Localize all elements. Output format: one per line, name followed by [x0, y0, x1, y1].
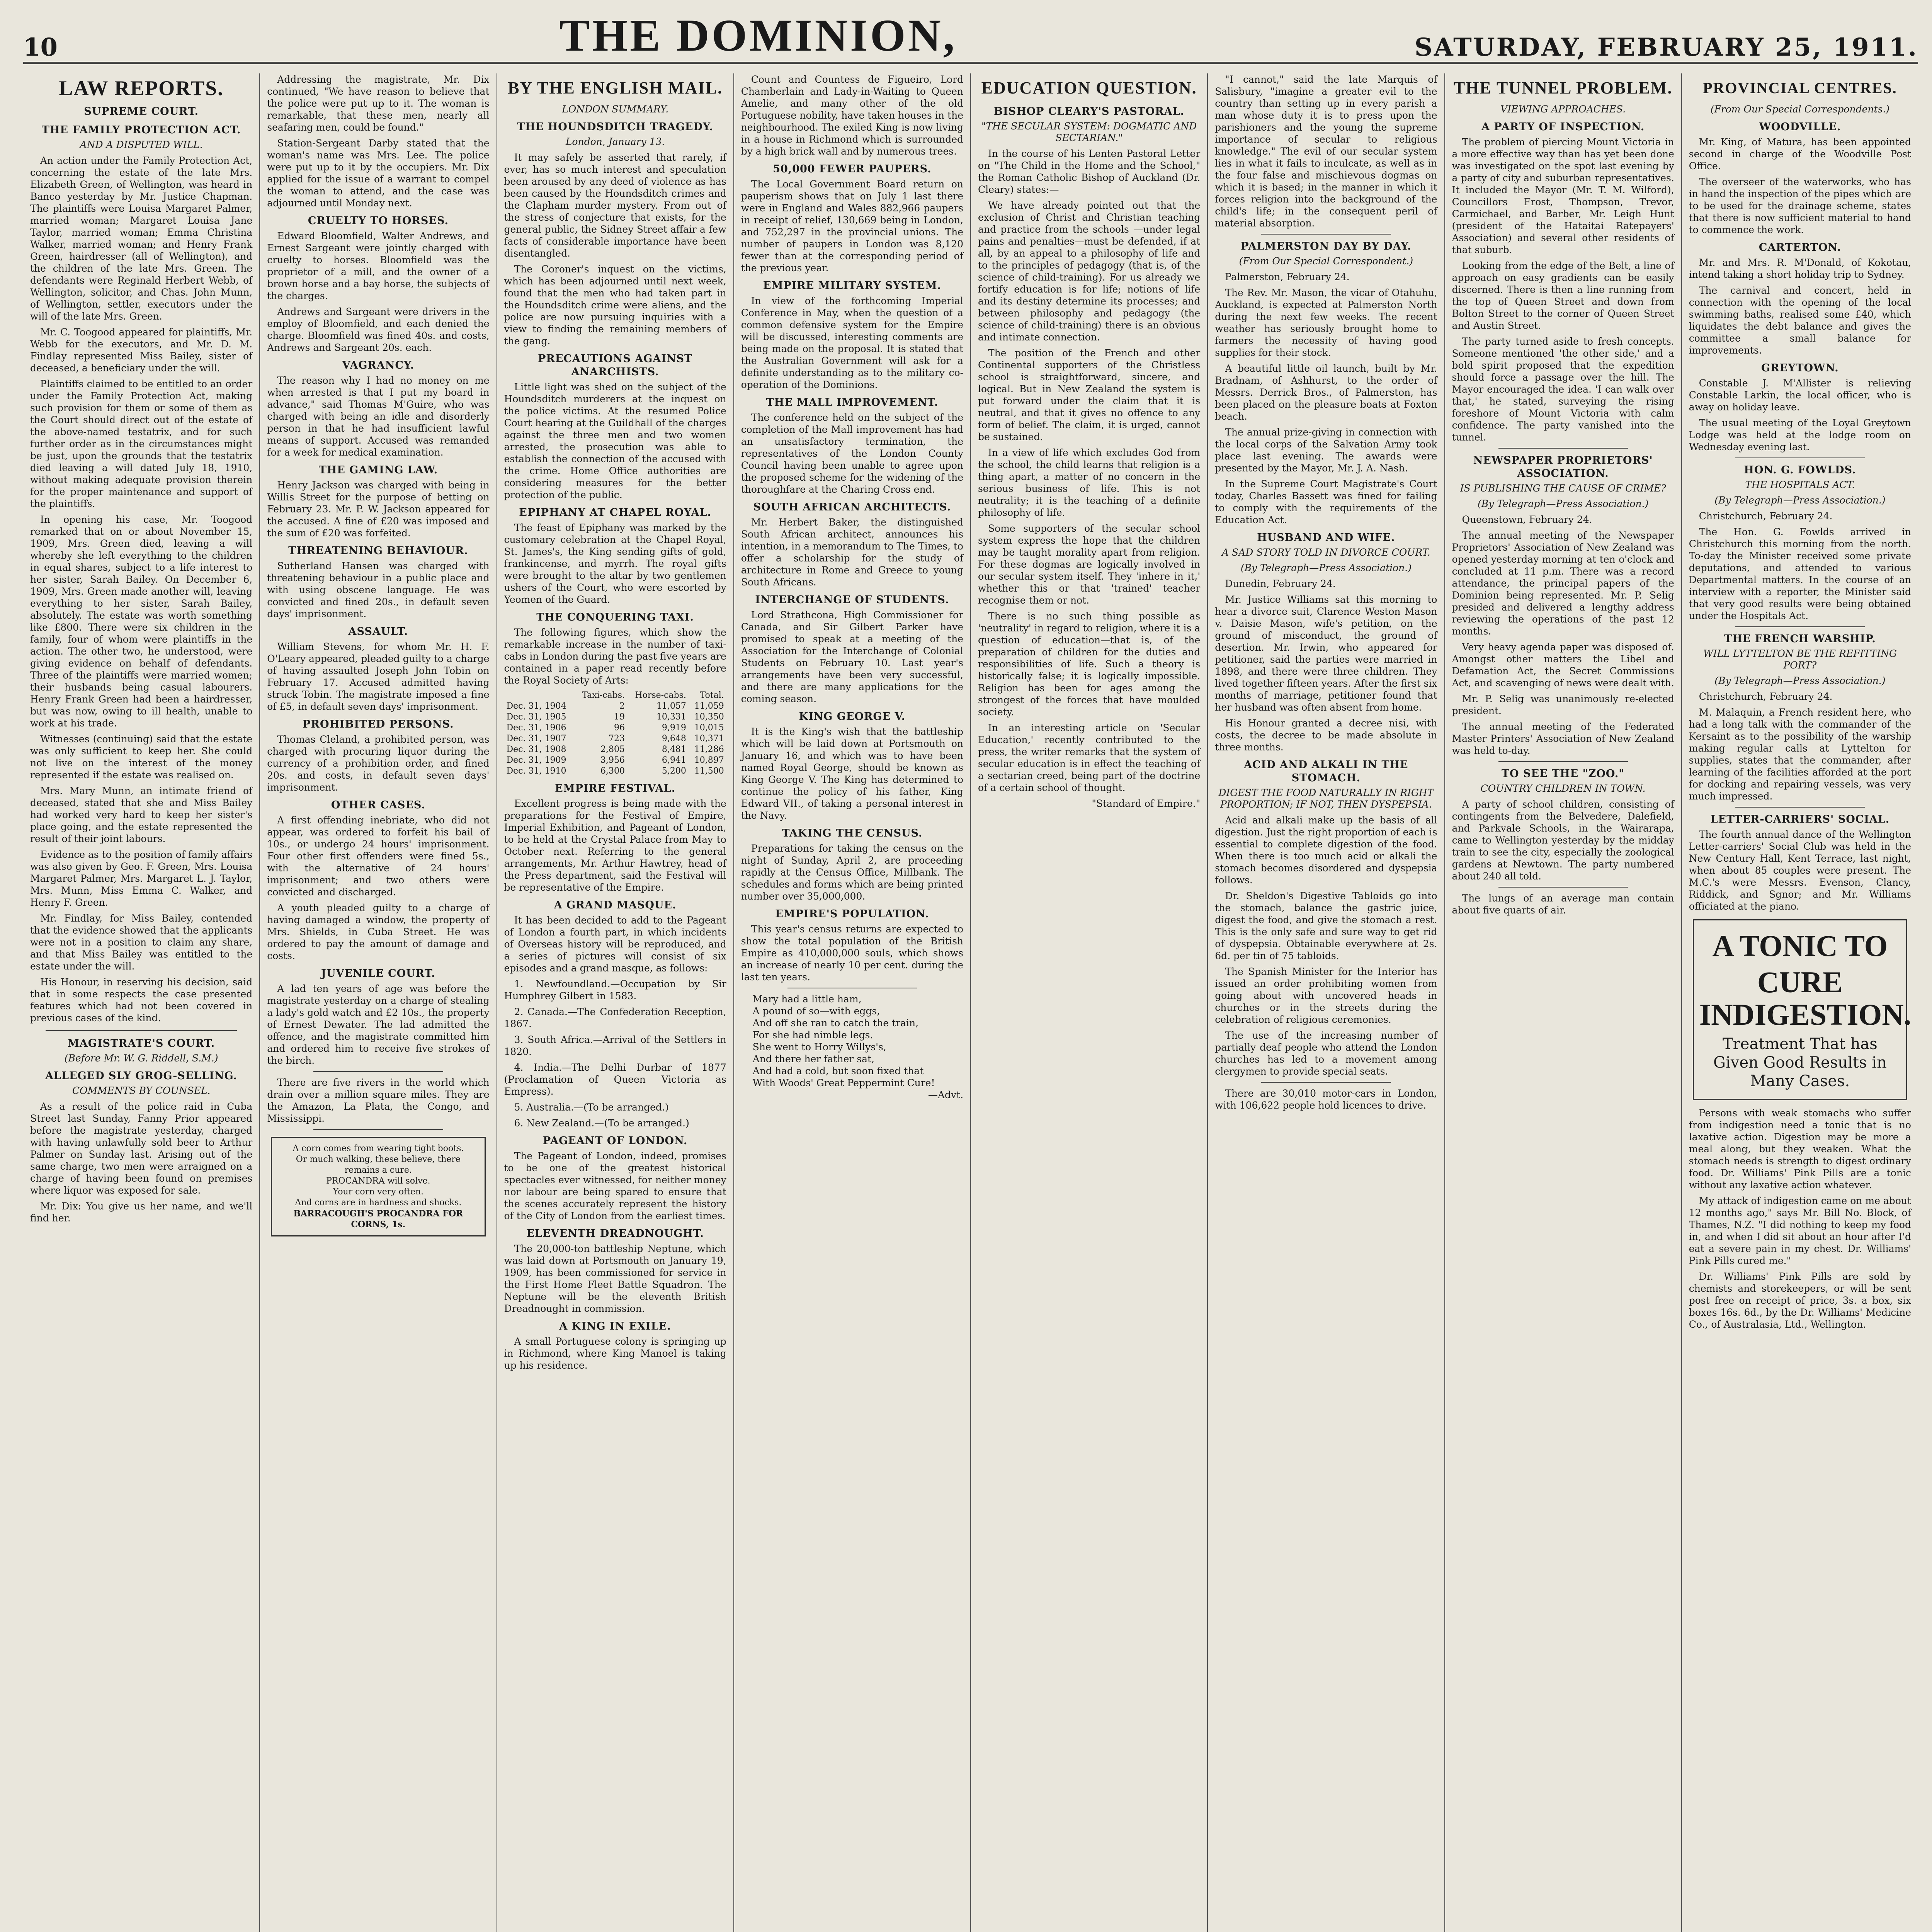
article-paragraph: The party turned aside to fresh concepts. Someone mentioned 'the other side,' and a bold spirit proposed that the expedition should force a passage over the hill. The Mayor encouraged the idea. 'I can walk over that,' he stated, surveying the rising foreshore of Mount Victoria with calm confidence. The party vanished into the tunnel. [1452, 336, 1674, 443]
husband-wife-heading: HUSBAND AND WIFE. [1257, 532, 1395, 544]
education-heading: EDUCATION QUESTION. [981, 78, 1197, 97]
law-reports-heading: LAW REPORTS. [59, 77, 224, 100]
table-cell: 19 [614, 712, 625, 722]
sly-grog-heading: ALLEGED SLY GROG-SELLING. [45, 1070, 238, 1082]
table-cell: 10,350 [694, 712, 724, 722]
population-heading: EMPIRE'S POPULATION. [775, 908, 929, 920]
article-paragraph: The conference held on the subject of the completion of the Mall improvement has had an unsatisfactory termination, the representatives of the London County Council having been unable to agree upon the proposed scheme for the widening of the thoroughfare at the Charing Cross end. [741, 412, 963, 495]
article-paragraph: The Hon. G. Fowlds arrived in Christchurch this morning from the north. To-day the Minister received some private deputations, and attended to various Departmental matters. In the course of an interview with a reporter, the Minister said that very good results were being obtained under the Hospitals Act. [1689, 526, 1911, 621]
juvenile-court-heading: JUVENILE COURT. [321, 968, 435, 980]
verse-line: She went to Horry Willys's, [752, 1041, 886, 1053]
article-paragraph: The problem of piercing Mount Victoria in a more effective way than has yet been done was investigated on the spot last evening by a party of city and suburban representatives. It included the Mayor (Mr. T. M. Wilford), Councillors Frost, Thompson, Trevor, Carmichael, and Barber, Mr. Leigh Hunt (president of the Hataitai Ratepayers' Association) and several other residents of that suburb. [1452, 136, 1674, 255]
press-credit: (By Telegraph—Press Association.) [1478, 498, 1649, 509]
table-cell: Dec. 31, 1910 [506, 766, 566, 776]
article-paragraph: Mr. Findlay, for Miss Bailey, contended that the evidence showed that the applicants were not in a position to claim any share, and that Miss Bailey was entitled to the estate under the will. [30, 913, 253, 972]
divider [1261, 1082, 1391, 1083]
article-paragraph: The Local Government Board return on pauperism shows that on July 1 last there were in England and Wales 882,966 paupers in receipt of relief, 130,669 being in London, and 752,297 in the provincial unions. The number of paupers in London was 8,120 fewer than at the corresponding period of the previous year. [741, 179, 963, 274]
table-cell: 5,200 [662, 766, 686, 776]
threatening-heading: THREATENING BEHAVIOUR. [288, 545, 468, 557]
article-paragraph: The Spanish Minister for the Interior has issued an order prohibiting women from going about with uncovered heads in churches or in the streets during the celebration of religious ceremonies. [1215, 966, 1437, 1025]
article-paragraph: 5. Australia.—(To be arranged.) [514, 1102, 669, 1113]
article-paragraph: The Pageant of London, indeed, promises to be one of the greatest historical spectacles ever witnessed, for neither money nor labour are being spared to ensure that the scenes accurately represent the history of the City of London from the earliest times. [504, 1150, 726, 1221]
indigestion-advert [1693, 919, 1912, 1100]
column-3 [497, 73, 734, 1932]
article-paragraph: His Honour, in reserving his decision, said that in some respects the case presented features which had not been covered in previous cases of the kind. [30, 976, 253, 1024]
procandra-advert [271, 1137, 485, 1236]
issue-date: SATURDAY, FEBRUARY 25, 1911. [1414, 33, 1918, 62]
article-paragraph: The usual meeting of the Loyal Greytown Lodge was held at the lodge room on Wednesday evening last. [1689, 417, 1911, 452]
table-cell: 6,941 [662, 755, 686, 765]
table-header: Total. [700, 690, 724, 700]
correspondent-credit: (From Our Special Correspondents.) [1710, 104, 1890, 115]
article-paragraph: A beautiful little oil launch, built by Mr. Bradnam, of Ashhurst, to the order of Messrs. Derrick Bros., of Palmerston, has been placed on the pleasure boats at Foxton beach. [1215, 363, 1437, 422]
advert-title: A TONIC TO [1712, 929, 1888, 963]
french-warship-heading: THE FRENCH WARSHIP. [1724, 633, 1876, 645]
fowlds-heading: HON. G. FOWLDS. [1744, 464, 1856, 476]
acid-alkali-heading: ACID AND ALKALI IN THE STOMACH. [1244, 759, 1408, 784]
table-cell: 723 [609, 734, 625, 743]
magistrate-subheading: (Before Mr. W. G. Riddell, S.M.) [64, 1053, 218, 1064]
article-paragraph: Mr. Herbert Baker, the distinguished South African architect, announces his intention, in a memorandum to The Times, to offer a scholarship for the study of architecture in Rome and Greece to young South Africans. [741, 517, 963, 588]
mall-improvement-heading: THE MALL IMPROVEMENT. [766, 396, 939, 408]
greytown-heading: GREYTOWN. [1761, 362, 1839, 374]
article-paragraph: There is no such thing possible as 'neutrality' in regard to religion, where it is a question of education—that is, of the preparation of children for the duties and responsibilities of life. Such a theory is historically false; it is logically impossible. Religion has been for ages among the strongest of the forces that have moulded society. [978, 611, 1201, 718]
article-paragraph: Acid and alkali make up the basis of all digestion. Just the right proportion of each is essential to complete digestion of the food. When there is too much acid or alkali the stomach becomes disordered and dyspepsia follows. [1215, 815, 1437, 886]
paper-name: THE DOMINION, [559, 10, 957, 61]
article-paragraph: Constable J. M'Allister is relieving Constable Larkin, the local officer, who is away on holiday leave. [1689, 378, 1911, 413]
vagrancy-heading: VAGRANCY. [342, 359, 415, 371]
article-paragraph: The lungs of an average man contain about five quarts of air. [1452, 893, 1674, 916]
article-paragraph: Edward Bloomfield, Walter Andrews, and Ernest Sargeant were jointly charged with cruelty to horses. Bloomfield was the proprietor of a mill, and the owner of a brown horse and a bay horse, the subjects of the charges. [267, 230, 490, 301]
column-5 [971, 73, 1208, 1932]
table-cell: 11,059 [694, 701, 724, 711]
article-paragraph: Excellent progress is being made with the preparations for the Festival of Empire, Imperial Exhibition, and Pageant of London, to be held at the Crystal Palace from May to October next. Referring to the general arrangements, Mr. Arthur Hawtrey, head of the Press department, said the Festival will be representative of the Empire. [504, 798, 726, 893]
article-paragraph: Palmerston, February 24. [1225, 271, 1350, 282]
table-row [504, 723, 726, 733]
secular-system-subheading: "THE SECULAR SYSTEM: DOGMATIC AND SECTARIAN." [981, 121, 1197, 143]
table-header: Taxi-cabs. [582, 690, 625, 700]
masthead [23, 12, 1918, 64]
verse-line: For she had nimble legs. [752, 1029, 873, 1041]
king-george-heading: KING GEORGE V. [799, 711, 906, 723]
verse-line: And off she ran to catch the train, [752, 1017, 919, 1029]
divider [46, 1030, 237, 1031]
table-row [504, 733, 726, 744]
article-paragraph: The annual meeting of the Federated Master Printers' Association of New Zealand was held to-day. [1452, 721, 1674, 756]
article-paragraph: Looking from the edge of the Belt, a line of approach on easy gradients can be easily discerned. There is then a line running from the top of Queen Street and down from Bolton Street to the corner of Queen Street and Austin Street. [1452, 260, 1674, 331]
column-1 [23, 73, 260, 1932]
article-paragraph: Mr. Justice Williams sat this morning to hear a divorce suit, Clarence Weston Mason v. Daisie Mason, wife's petition, on the ground of misconduct, the ground of desertion. Mr. Irwin, who appeared for petitioner, said the parties were married in 1898, and there were three children. They lived together fifteen years. After the first six months of marriage, petitioner found that her husband was often absent from home. [1215, 594, 1437, 713]
article-paragraph: It may safely be asserted that rarely, if ever, has so much interest and speculation been aroused by any deed of violence as has been caused by the Houndsditch crimes and the Clapham murder mystery. From out of the stress of conjecture that exists, for the general public, the Sidney Street affair a few facts of considerable importance have been disentangled. [504, 152, 726, 259]
page-columns [23, 73, 1918, 1932]
divider [1735, 626, 1865, 627]
article-paragraph: My attack of indigestion came on me about 12 months ago," says Mr. Bill No. Block, of Thames, N.Z. "I did nothing to keep my food in, and when I did sit about an hour after I'd eat a severe pain in my chest. Dr. Williams' Pink Pills cured me." [1689, 1195, 1911, 1266]
article-paragraph: Mr. C. Toogood appeared for plaintiffs, Mr. Webb for the executors, and Mr. D. M. Findlay represented Miss Bailey, sister of deceased, a beneficiary under the will. [30, 327, 253, 374]
article-paragraph: The use of the increasing number of partially deaf people who attend the London churches has led to a movement among clergymen to provide special seats. [1215, 1030, 1437, 1077]
press-credit: (By Telegraph—Press Association.) [1714, 495, 1886, 506]
table-row [504, 744, 726, 755]
article-paragraph: "I cannot," said the late Marquis of Salisbury, "imagine a greater evil to the country than setting up in every parish a man whose duty it is to press upon the parishioners and the young the supreme importance of secular to religious knowledge." The evil of our secular system lies in what it fails to inculcate, as well as in the four false and mischievous dogmas on which it is based; in the manner in which it forces religion into the background of the child's life; in the consequent peril of material absorption. [1215, 74, 1437, 229]
article-paragraph: The Rev. Mr. Mason, the vicar of Otahuhu, Auckland, is expected at Palmerston North during the next few weeks. The recent weather has seriously brought home to farmers the necessity of having good supplies for their stock. [1215, 287, 1437, 358]
article-paragraph: In opening his case, Mr. Toogood remarked that on or about November 15, 1909, Mrs. Green died, leaving a will whereby she left everything to the children in equal shares, subject to a life interest to her sister, Sarah Bailey. On December 6, 1909, Mrs. Green made another will, leaving everything to her sister, Sarah Bailey, absolutely. The estate was worth something like £800. There were six children in the family, four of whom were plaintiffs in the action. The other two, he understood, were giving evidence on behalf of defendants. Three of the plaintiffs were married women; their husbands being casual labourers. Henry Frank Green had been a hairdresser, but was now, owing to ill health, unable to work at his trade. [30, 514, 253, 729]
column-2 [260, 73, 497, 1932]
zoo-heading: TO SEE THE "ZOO." [1501, 768, 1625, 780]
article-paragraph: Very heavy agenda paper was disposed of. Amongst other matters the Libel and Defamation Act, the Secret Commissions Act, and scavenging of news were dealt with. [1452, 641, 1674, 689]
table-header [504, 690, 575, 701]
english-mail-heading: BY THE ENGLISH MAIL. [508, 78, 723, 97]
table-row [504, 755, 726, 766]
table-cell: 96 [614, 723, 625, 733]
counsel-subheading: COMMENTS BY COUNSEL. [72, 1085, 211, 1096]
article-paragraph: In the Supreme Court Magistrate's Court today, Charles Bassett was fined for failing to comply with the requirements of the Education Act. [1215, 478, 1437, 526]
advert-line: Or much walking, these believe, there remains a cure. [296, 1155, 461, 1175]
article-paragraph: The carnival and concert, held in connection with the opening of the local swimming baths, realised some £40, which liquidates the debt balance and gives the committee a small balance for improvements. [1689, 285, 1911, 356]
verse-line: Mary had a little ham, [752, 993, 862, 1005]
article-paragraph: Little light was shed on the subject of the Houndsditch murderers at the inquest on the police victims. At the resumed Police Court hearing at the Guildhall of the charges against the three men and two women arrested, the prosecution was able to establish the connection of the accused with the crime. Home Office authorities are considering measures for the better protection of the public. [504, 381, 726, 500]
article-paragraph: Christchurch, February 24. [1699, 510, 1833, 522]
taxi-heading: THE CONQUERING TAXI. [536, 611, 694, 623]
houndsditch-heading: THE HOUNDSDITCH TRAGEDY. [517, 121, 714, 133]
article-paragraph: The annual prize-giving in connection with the local corps of the Salvation Army took place last evening. The awards were presented by the Mayor, Mr. J. A. Nash. [1215, 427, 1437, 474]
newspaper-proprietors-heading: NEWSPAPER PROPRIETORS' ASSOCIATION. [1473, 454, 1653, 480]
article-paragraph: Witnesses (continuing) said that the estate was only sufficient to keep her. She could not live on the interest of the money represented if the estate was realised on. [30, 733, 253, 781]
divider [1735, 807, 1865, 808]
tunnel-heading: THE TUNNEL PROBLEM. [1453, 78, 1673, 97]
article-paragraph: The position of the French and other Continental supporters of the Christless school is straightforward, sincere, and logical. But in New Zealand the system is put forward under the claim that it is neutral, and that it gives no offence to any form of belief. The claim, it is urged, cannot be sustained. [978, 347, 1201, 442]
interchange-heading: INTERCHANGE OF STUDENTS. [755, 594, 949, 606]
article-paragraph: 6. New Zealand.—(To be arranged.) [514, 1117, 689, 1129]
article-paragraph: The 20,000-ton battleship Neptune, which was laid down at Portsmouth on January 19, 1909, has been commissioned for service in the First Home Fleet Battle Squadron. The Neptune will be the eleventh British Dreadnought in commission. [504, 1243, 726, 1314]
press-credit: (By Telegraph—Press Association.) [1714, 675, 1886, 686]
column-8 [1682, 73, 1918, 1932]
supreme-court-heading: SUPREME COURT. [84, 105, 199, 117]
article-paragraph: The overseer of the waterworks, who has in hand the inspection of the pipes which are to be used for the drainage scheme, states that there is now sufficient material to hand to commence the work. [1689, 176, 1911, 235]
article-paragraph: There are 30,010 motor-cars in London, with 106,622 people hold licences to drive. [1215, 1088, 1437, 1111]
table-cell: Dec. 31, 1908 [506, 745, 566, 754]
article-paragraph: Persons with weak stomachs who suffer from indigestion need a tonic that is no laxative action. Digestion may be more a meal along, but they weaken. What the stomach needs is strength to digest ordinary food. Dr. Williams' Pink Pills are a tonic without any laxative action whatever. [1689, 1107, 1911, 1190]
article-paragraph: We have already pointed out that the exclusion of Christ and Christian teaching and practice from the schools —under legal pains and penalties—must be defended, if at all, by an appeal to a philosophy of life and to the principles of pedagogy (that is, of the science of child-training). For us already we fortify education is for life; notions of life and its destiny determine its processes; and between philosophy and pedagogy (the science of child-training) there is an obvious and intimate connection. [978, 200, 1201, 343]
article-paragraph: Mrs. Mary Munn, an intimate friend of deceased, stated that she and Miss Bailey had worked very hard to keep her sister's place going, and the estate represented the result of their joint labours. [30, 785, 253, 844]
carterton-heading: CARTERTON. [1759, 242, 1841, 253]
article-paragraph: The feast of Epiphany was marked by the customary celebration at the Chapel Royal, St. James's, the King sending gifts of gold, frankincense, and myrrh. The royal gifts were brought to the altar by two gentlemen ushers of the Court, who were escorted by Yeomen of the Guard. [504, 522, 726, 605]
verse-line: With Woods' Great Peppermint Cure! [752, 1077, 935, 1088]
table-cell: 2 [619, 701, 625, 711]
crime-subheading: IS PUBLISHING THE CAUSE OF CRIME? [1460, 483, 1666, 494]
inspection-heading: A PARTY OF INSPECTION. [1481, 121, 1645, 133]
divider [1498, 448, 1628, 449]
verse-line: A pound of so—with eggs, [752, 1005, 880, 1017]
advert-line: PROCANDRA will solve. [326, 1176, 430, 1186]
divider [313, 1071, 443, 1072]
south-african-heading: SOUTH AFRICAN ARCHITECTS. [753, 501, 951, 513]
article-paragraph: It has been decided to add to the Pageant of London a fourth part, in which incidents of Overseas history will be reproduced, and a series of pictures will consist of six episodes and a grand masque, as follows: [504, 915, 726, 974]
census-heading: TAKING THE CENSUS. [782, 827, 923, 839]
table-header-row [504, 690, 726, 701]
table-cell: 6,300 [600, 766, 625, 776]
verse-line: And there her father sat, [752, 1053, 875, 1065]
article-paragraph: Queenstown, February 24. [1462, 514, 1592, 525]
correspondent-credit: (From Our Special Correspondent.) [1239, 255, 1413, 267]
bishop-cleary-heading: BISHOP CLEARY'S PASTORAL. [994, 105, 1185, 117]
table-cell: 11,286 [694, 745, 724, 754]
fact-paragraph: There are five rivers in the world which drain over a million square miles. They are the Amazon, La Plata, the Congo, and Mississippi. [267, 1077, 490, 1124]
table-cell: 11,500 [694, 766, 724, 776]
verse-line: And had a cold, but soon fixed that [752, 1065, 924, 1077]
article-paragraph: Mr. King, of Matura, has been appointed second in charge of the Woodville Post Office. [1689, 136, 1911, 172]
advert-line: A corn comes from wearing tight boots. [293, 1144, 464, 1153]
table-row [504, 712, 726, 723]
article-paragraph: An action under the Family Protection Act, concerning the estate of the late Mrs. Elizabeth Green, of Wellington, was heard in Banco yesterday by Mr. Justice Chapman. The plaintiffs were Louisa Margaret Palmer, married woman; Margaret Louisa Jane Taylor, married woman; Emma Christina Walker, married woman; and Henry Frank Green, hairdresser (all of Wellington), and the children of the late Mrs. Green. The defendants were Reginald Herbert Webb, of Wellington, solicitor, and Chas. John Munn, of Wellington, settler, executors under the will of the late Mrs. Green. [30, 155, 253, 322]
london-summary-subheading: LONDON SUMMARY. [562, 104, 669, 115]
verse-credit: —Advt. [928, 1089, 963, 1100]
divider [1498, 761, 1628, 762]
column-4 [734, 73, 971, 1932]
table-cell: 11,057 [656, 701, 686, 711]
family-act-heading: THE FAMILY PROTECTION ACT. [41, 124, 241, 136]
cruelty-horses-heading: CRUELTY TO HORSES. [308, 215, 449, 227]
column-7 [1445, 73, 1682, 1932]
dyspepsia-subheading: DIGEST THE FOOD NATURALLY IN RIGHT PROPORTION; IF NOT, THEN DYSPEPSIA. [1218, 787, 1434, 810]
article-paragraph: 4. India.—The Delhi Durbar of 1877 (Proclamation of Queen Victoria as Empress). [504, 1062, 726, 1097]
article-paragraph: M. Malaquin, a French resident here, who had a long talk with the commander of the Kersaint as to the possibility of the warship making regular calls at Lyttelton for supplies, states that the commander, after learning of the facilities afforded at the port for docking and repairing vessels, was very much impressed. [1689, 707, 1911, 802]
article-paragraph: The Coroner's inquest on the victims, which has been adjourned until next week, found that the men who had taken part in the Houndsditch crime were aliens, and the police are now pursuing inquiries with a view to finding the remaining members of the gang. [504, 264, 726, 347]
article-paragraph: 3. South Africa.—Arrival of the Settlers in 1820. [504, 1034, 726, 1057]
table-cell: Dec. 31, 1905 [506, 712, 566, 722]
king-exile-heading: A KING IN EXILE. [559, 1320, 671, 1332]
palmerston-heading: PALMERSTON DAY BY DAY. [1241, 240, 1412, 252]
country-children-subheading: COUNTRY CHILDREN IN TOWN. [1480, 783, 1646, 794]
assault-heading: ASSAULT. [348, 626, 408, 638]
article-paragraph: A lad ten years of age was before the magistrate yesterday on a charge of stealing a lady's gold watch and £2 10s., the property of Ernest Dewater. The lad admitted the offence, and the magistrate committed him and ordered him to receive five strokes of the birch. [267, 983, 490, 1066]
article-paragraph: It is the King's wish that the battleship which will be laid down at Portsmouth on January 16, and which was to have been named Royal George, should be known as King George V. The King has determined to continue the policy of his father, King Edward VII., of taking a personal interest in the Navy. [741, 726, 963, 821]
article-paragraph: A party of school children, consisting of contingents from the Belvedere, Dalefield, and Parkvale Schools, in the Wairarapa, came to Wellington yesterday by the midday train to see the city, especially the zoological gardens at Newtown. The party numbered about 240 all told. [1452, 799, 1674, 882]
article-paragraph: In view of the forthcoming Imperial Conference in May, when the question of a common defensive system for the Empire will be discussed, interesting comments are being made on the proposal. It is stated that the Australian Government will ask for a definite understanding as to the military co-operation of the Dominions. [741, 295, 963, 390]
article-paragraph: His Honour granted a decree nisi, with costs, the decree to be made absolute in three months. [1215, 718, 1437, 753]
article-paragraph: This year's census returns are expected to show the total population of the British Empire as 410,000,000 souls, which shows an increase of nearly 10 per cent. during the last ten years. [741, 923, 963, 983]
dreadnought-heading: ELEVENTH DREADNOUGHT. [526, 1228, 704, 1240]
article-paragraph: Station-Sergeant Darby stated that the woman's name was Mrs. Lee. The police were put up to it by the occupiers. Mr. Dix applied for the issue of a warrant to compel the woman to attend, and the case was adjourned until Monday next. [267, 138, 490, 209]
epiphany-heading: EPIPHANY AT CHAPEL ROYAL. [519, 507, 711, 519]
other-cases-heading: OTHER CASES. [331, 799, 425, 811]
article-paragraph: As a result of the police raid in Cuba Street last Sunday, Fanny Prior appeared before the magistrate yesterday, charged with having unlawfully sold beer to Arthur Palmer on Sunday last. Arising out of the same charge, two men were arraigned on a charge of having been found on premises where liquor was exposed for sale. [30, 1101, 253, 1196]
article-paragraph: 2. Canada.—The Confederation Reception, 1867. [504, 1006, 726, 1029]
article-paragraph: A youth pleaded guilty to a charge of having damaged a window, the property of Mrs. Shields, in Cuba Street. He was ordered to pay the amount of damage and costs. [267, 902, 490, 961]
table-cell: 8,481 [662, 745, 686, 754]
advert-line: Your corn very often. [333, 1187, 424, 1197]
article-paragraph: Dr. Williams' Pink Pills are sold by chemists and storekeepers, or will be sent post free on receipt of price, 3s. a box, six boxes 16s. 6d., by the Dr. Williams' Medicine Co., of Australasia, Ltd., Wellington. [1689, 1271, 1911, 1330]
article-paragraph: A small Portuguese colony is springing up in Richmond, where King Manoel is taking up his residence. [504, 1336, 726, 1371]
table-cell: 9,648 [662, 734, 686, 743]
prohibited-heading: PROHIBITED PERSONS. [303, 718, 454, 730]
dateline: London, January 13. [565, 136, 665, 147]
article-paragraph: Some supporters of the secular school system express the hope that the children may be taught morality apart from religion. For these dogmas are logically involved in our secular system itself. They 'inhere in it,' whether this or that 'trained' teacher recognise them or not. [978, 523, 1201, 606]
article-paragraph: The reason why I had no money on me when arrested is that I put my board in advance," said Thomas M'Guire, who was charged with being an idle and disorderly person in that he had insufficient lawful means of support. Accused was remanded for a week for medical examination. [267, 375, 490, 458]
gaming-law-heading: THE GAMING LAW. [318, 464, 438, 476]
article-credit: "Standard of Empire." [1092, 798, 1201, 809]
table-cell: 10,331 [656, 712, 686, 722]
precautions-heading: PRECAUTIONS AGAINST ANARCHISTS. [538, 353, 693, 378]
article-paragraph: Plaintiffs claimed to be entitled to an order under the Family Protection Act, making such provision for them or some of them as the Court should direct out of the estate of the above-named testatrix, and for such further order as in the circumstances might be just, upon the grounds that the testatrix died leaving a will dated July 18, 1910, without making adequate provision therein for the proper maintenance and support of the plaintiffs. [30, 378, 253, 509]
advert-title: CURE INDIGESTION. [1699, 965, 1912, 1031]
pageant-heading: PAGEANT OF LONDON. [543, 1135, 688, 1147]
table-row [504, 766, 726, 777]
article-paragraph: Lord Strathcona, High Commissioner for Canada, and Sir Gilbert Parker have promised to speak at a meeting of the Association for the Interchange of Colonial Students on February 10. Last year's arrangements have been very successful, and there are many applications for the coming season. [741, 609, 963, 704]
article-paragraph: Sutherland Hansen was charged with threatening behaviour in a public place and with using obscene language. He was convicted and fined 20s., in default seven days' imprisonment. [267, 560, 490, 619]
article-paragraph: The following figures, which show the remarkable increase in the number of taxi-cabs in London during the past five years are contained in a paper read recently before the Royal Society of Arts: [504, 627, 726, 686]
approaches-subheading: VIEWING APPROACHES. [1500, 104, 1626, 115]
column-6 [1208, 73, 1445, 1932]
taxi-table [504, 690, 726, 777]
woodville-heading: WOODVILLE. [1759, 121, 1841, 133]
article-paragraph: A first offending inebriate, who did not appear, was ordered to forfeit his bail of 10s., or undergo 24 hours' imprisonment. Four other first offenders were fined 5s., with the alternative of 24 hours' imprisonment; and two others were convicted and discharged. [267, 815, 490, 898]
table-cell: Dec. 31, 1906 [506, 723, 566, 733]
article-paragraph: In an interesting article on 'Secular Education,' recently contributed to the press, the writer remarks that the system of secular education is in effect the teaching of a sectarian creed, being part of the doctrine of a certain school of thought. [978, 722, 1201, 793]
empire-military-heading: EMPIRE MILITARY SYSTEM. [763, 280, 941, 292]
disputed-will-subheading: AND A DISPUTED WILL. [80, 139, 203, 150]
magistrates-court-heading: MAGISTRATE'S COURT. [67, 1037, 215, 1049]
article-paragraph: William Stevens, for whom Mr. H. F. O'Leary appeared, pleaded guilty to a charge of having assaulted Joseph John Tobin on February 17. Accused admitted having struck Tobin. The magistrate imposed a fine of £5, in default seven days' imprisonment. [267, 641, 490, 712]
article-paragraph: Mr. and Mrs. R. M'Donald, of Kokotau, intend taking a short holiday trip to Sydney. [1689, 257, 1911, 280]
article-paragraph: 1. Newfoundland.—Occupation by Sir Humphrey Gilbert in 1583. [504, 978, 726, 1002]
table-cell: Dec. 31, 1909 [506, 755, 566, 765]
divider [313, 1129, 443, 1130]
table-cell: 2,805 [600, 745, 625, 754]
article-paragraph: Count and Countess de Figueiro, Lord Chamberlain and Lady-in-Waiting to Queen Amelie, and many other of the old Portuguese nobility, have taken houses in the neighbourhood. The exiled King is now living in a house in Richmond which is surrounded by a high brick wall and by numerous trees. [741, 74, 963, 157]
article-paragraph: Dr. Sheldon's Digestive Tabloids go into the stomach, balance the gastric juice, digest the food, and give the stomach a rest. This is the only safe and sure way to get rid of dyspepsia. Obtainable everywhere at 2s. 6d. per tin of 75 tabloids. [1215, 890, 1437, 961]
press-credit: (By Telegraph—Press Association.) [1240, 562, 1412, 573]
article-paragraph: The fourth annual dance of the Wellington Letter-carriers' Social Club was held in the New Century Hall, Kent Terrace, last night, when about 85 couples were present. The M.C.'s were Messrs. Evenson, Clancy, Riddick, and Sgnor; and Mr. Williams officiated at the piano. [1689, 829, 1911, 912]
letter-carriers-heading: LETTER-CARRIERS' SOCIAL. [1710, 813, 1890, 825]
divider [1498, 887, 1628, 888]
article-paragraph: In the course of his Lenten Pastoral Letter on "The Child in the Home and the School," the Roman Catholic Bishop of Auckland (Dr. Cleary) states:— [978, 148, 1201, 195]
advert-line: And corns are in hardness and shocks. [295, 1198, 462, 1208]
advert-subtitle: Treatment That has Given Good Results in Many Cases. [1713, 1035, 1887, 1090]
article-paragraph: The annual meeting of the Newspaper Proprietors' Association of New Zealand was opened yesterday morning at ten o'clock and concluded at 11 p.m. There was a record attendance, the principal papers of the Dominion being represented. Mr. P. Selig presided and delivered a lengthy address reviewing the operations of the past 12 months. [1452, 530, 1674, 637]
table-cell: Dec. 31, 1907 [506, 734, 566, 743]
article-paragraph: Andrews and Sargeant were drivers in the employ of Bloomfield, and each denied the charge. Bloomfield was fined 40s. and costs, Andrews and Sargeant 20s. each. [267, 306, 490, 353]
table-header: Horse-cabs. [635, 690, 686, 700]
page-number: 10 [23, 33, 58, 62]
article-paragraph: Preparations for taking the census on the night of Sunday, April 2, are proceeding rapidly at the Census Office, Millbank. The schedules and forms which are being printed number over 35,000,000. [741, 843, 963, 902]
table-cell: 10,371 [694, 734, 724, 743]
article-paragraph: Dunedin, February 24. [1225, 578, 1336, 589]
article-paragraph: Henry Jackson was charged with being in Willis Street for the purpose of betting on February 23. Mr. P. W. Jackson appeared for the accused. A fine of £20 was imposed and the sum of £20 was forfeited. [267, 480, 490, 539]
verse-advert [741, 993, 963, 1101]
article-paragraph: Thomas Cleland, a prohibited person, was charged with procuring liquor during the currency of a prohibition order, and fined 20s. and costs, in default seven days' imprisonment. [267, 734, 490, 793]
advert-brand: BARRACOUGH'S PROCANDRA FOR CORNS, 1s. [293, 1209, 463, 1230]
table-cell: 3,956 [600, 755, 625, 765]
article-paragraph: Christchurch, February 24. [1699, 691, 1833, 702]
article-paragraph: Mr. P. Selig was unanimously re-elected president. [1452, 693, 1674, 716]
table-cell: 9,919 [662, 723, 686, 733]
article-paragraph: Evidence as to the position of family affairs was also given by Geo. F. Green, Mrs. Louisa Margaret Palmer, Mrs. Margaret L. J. Taylor, Mrs. Munn, Miss Emma C. Walker, and Henry F. Green. [30, 849, 253, 908]
divider [1261, 234, 1391, 235]
provincial-centres-heading: PROVINCIAL CENTRES. [1703, 79, 1897, 97]
fewer-paupers-heading: 50,000 FEWER PAUPERS. [773, 163, 932, 175]
divider [1735, 457, 1865, 458]
table-cell: Dec. 31, 1904 [506, 701, 566, 711]
table-cell: 10,897 [694, 755, 724, 765]
article-paragraph: Addressing the magistrate, Mr. Dix continued, "We have reason to believe that the police were put up to it. The woman is remarkable, that these men, nearly all seafaring men, could be found." [267, 74, 490, 133]
table-cell: 10,015 [694, 723, 724, 733]
article-paragraph: Mr. Dix: You give us her name, and we'll find her. [30, 1201, 253, 1224]
article-paragraph: In a view of life which excludes God from the school, the child learns that religion is a thing apart, a matter of no concern in the serious business of life. This is not neutrality; it is the teaching of a definite philosophy of life. [978, 447, 1201, 518]
hospitals-subheading: THE HOSPITALS ACT. [1745, 479, 1855, 490]
refitting-subheading: WILL LYTTELTON BE THE REFITTING PORT? [1703, 648, 1897, 671]
empire-festival-heading: EMPIRE FESTIVAL. [555, 782, 676, 794]
grand-masque-heading: A GRAND MASQUE. [554, 899, 677, 911]
table-row [504, 701, 726, 712]
divorce-subheading: A SAD STORY TOLD IN DIVORCE COURT. [1222, 547, 1430, 558]
